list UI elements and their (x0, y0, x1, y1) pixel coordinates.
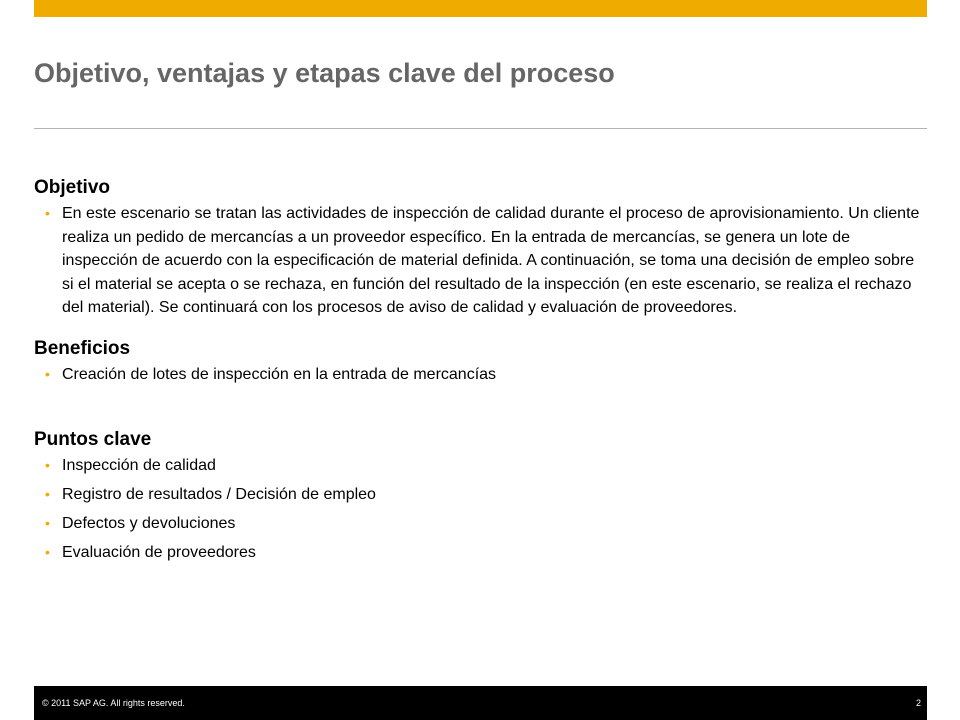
bullet-dot-icon: • (45, 365, 50, 382)
bullet-list-objetivo (34, 202, 924, 320)
section-beneficios (34, 337, 924, 387)
section-puntos-clave (34, 428, 924, 565)
top-accent-bar (34, 0, 927, 17)
bullet-text: En este escenario se tratan las actividades de inspección de calidad durante el proceso de aprovisionamiento. Un cliente realiza un pedido de mercancías a un proveedor específico. En la entrada de mercancías, se genera un lote de inspección de acuerdo con la especificación de material definida. A continuación, se toma una decisión de empleo sobre si el material se acepta o se rechaza, en función del resultado de la inspección (en este escenario, se realiza el rechazo del material). Se continuará con los procesos de aviso de calidad y evaluación de proveedores. (62, 205, 920, 316)
title-divider (34, 128, 927, 129)
bullet-text: Defectos y devoluciones (62, 514, 236, 532)
list-item (34, 363, 924, 387)
page-title: Objetivo, ventajas y etapas clave del proceso (34, 58, 615, 88)
bullet-dot-icon: • (45, 514, 50, 531)
bullet-list-beneficios (34, 363, 924, 387)
bullet-text: Registro de resultados / Decisión de empleo (62, 485, 376, 503)
bullet-dot-icon: • (45, 543, 50, 560)
bullet-list-puntos-clave (34, 454, 924, 565)
bullet-dot-icon: • (45, 485, 50, 502)
section-objetivo (34, 176, 924, 320)
list-item (34, 541, 924, 565)
page-number: 2 (915, 698, 921, 708)
list-item (34, 454, 924, 478)
bullet-dot-icon: • (45, 456, 50, 473)
slide-content (34, 176, 924, 570)
bullet-text: Creación de lotes de inspección en la entrada de mercancías (62, 365, 497, 383)
bullet-text: Evaluación de proveedores (62, 543, 256, 561)
footer-copyright: © 2011 SAP AG. All rights reserved. (42, 698, 185, 708)
bullet-text: Inspección de calidad (62, 456, 216, 474)
footer-bar (34, 686, 927, 720)
bullet-dot-icon: • (45, 205, 50, 221)
list-item (34, 202, 924, 320)
section-heading-objetivo: Objetivo (34, 177, 111, 198)
list-item (34, 483, 924, 507)
section-heading-beneficios: Beneficios (34, 337, 131, 359)
section-heading-puntos-clave: Puntos clave (34, 428, 152, 450)
list-item (34, 512, 924, 536)
